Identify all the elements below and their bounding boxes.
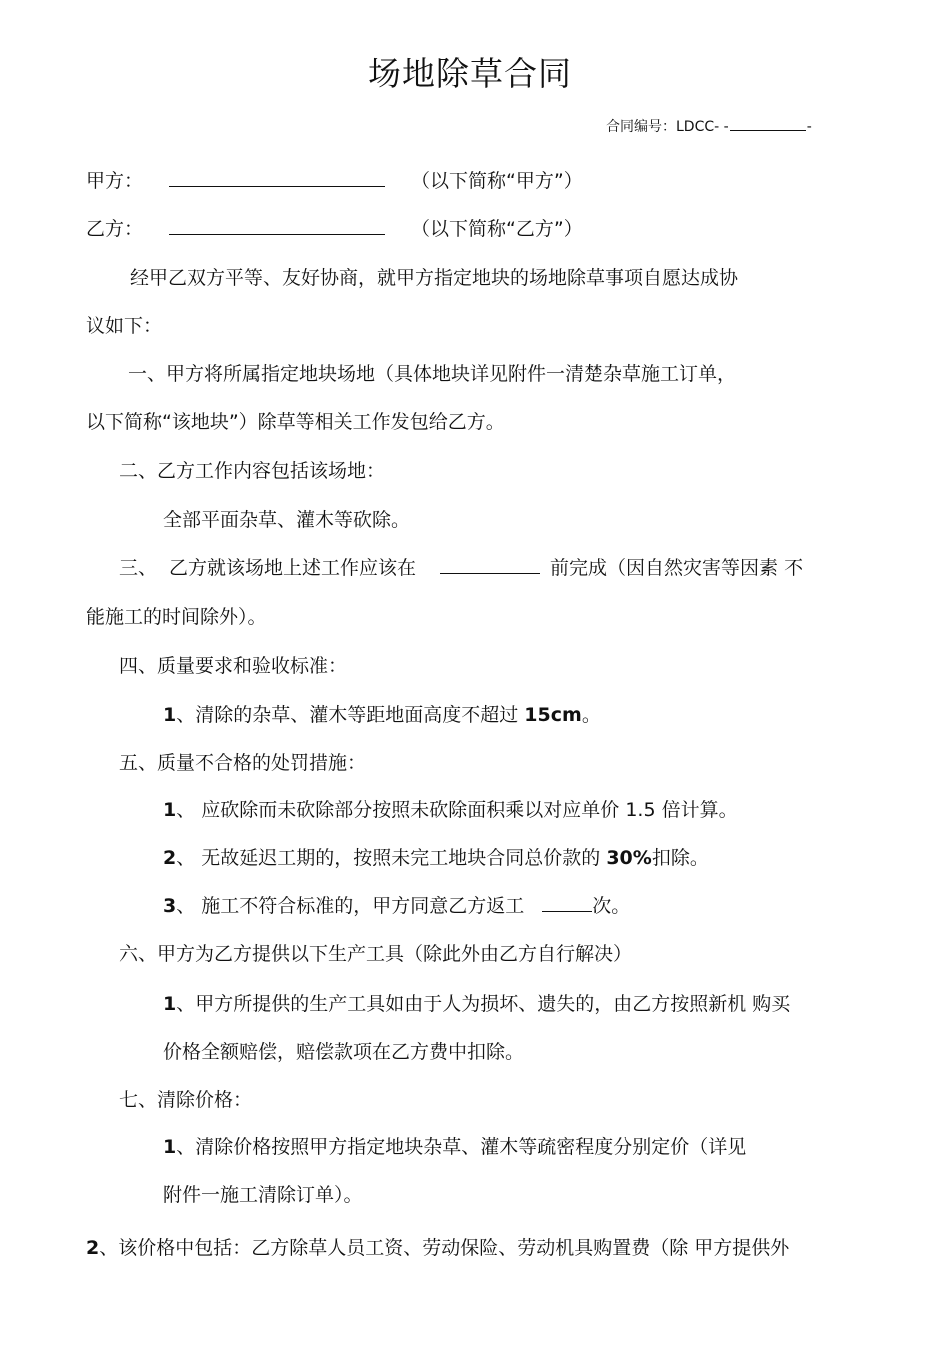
- clause-3-text-before: 乙方就该场地上述工作应该在: [169, 557, 417, 579]
- intro-line-1: 经甲乙双方平等、友好协商，就甲方指定地块的场地除草事项自愿达成协: [130, 267, 739, 289]
- clause-6-heading: 六、甲方为乙方提供以下生产工具（除此外由乙方自行解决）: [119, 943, 633, 965]
- clause-5-item-3-number: 3: [163, 895, 177, 917]
- contract-number-prefix: 合同编号：LDCC- -: [606, 119, 729, 135]
- clause-4-heading: 四、质量要求和验收标准：: [119, 655, 348, 677]
- clause-5-item-2-end: 扣除。: [651, 847, 709, 869]
- clause-5-item-3: [163, 893, 630, 919]
- clause-7-heading: 七、清除价格：: [119, 1089, 253, 1111]
- clause-5-item-3-text: 、 施工不符合标准的，甲方同意乙方返工: [176, 895, 525, 917]
- contract-number: [606, 116, 812, 136]
- clause-5-item-1-end: 倍计算。: [661, 799, 738, 821]
- party-b-blank: [169, 216, 385, 235]
- clause-5-item-3-end: 次。: [592, 895, 631, 917]
- clause-6-item-1-line-1: [163, 991, 790, 1017]
- clause-5-item-1: [163, 797, 738, 823]
- contract-number-blank: [730, 118, 806, 131]
- clause-2-heading: 二、乙方工作内容包括该场地：: [119, 460, 386, 482]
- clause-3-number: 三、: [119, 557, 158, 579]
- clause-7-item-2-number: 2: [86, 1237, 100, 1259]
- party-b-line: [86, 216, 583, 242]
- clause-7-item-1-text: 、清除价格按照甲方指定地块杂草、灌木等疏密程度分别定价（详见: [176, 1136, 747, 1158]
- clause-5-item-2-value: 30%: [606, 847, 652, 869]
- clause-3-text-after: 前完成（因自然灾害等因素 不: [550, 557, 804, 579]
- party-a-label: 甲方：: [86, 170, 144, 192]
- clause-7-item-1-line-2: 附件一施工清除订单）。: [163, 1184, 363, 1206]
- clause-3-line-2: 能施工的时间除外）。: [86, 606, 267, 628]
- clause-2-item: 全部平面杂草、灌木等砍除。: [163, 509, 411, 531]
- clause-7-item-1-line-1: [163, 1134, 746, 1160]
- clause-5-item-3-blank: [542, 893, 592, 912]
- document-title: 场地除草合同: [368, 54, 572, 93]
- clause-5-item-2-number: 2: [163, 847, 177, 869]
- clause-7-item-1-number: 1: [163, 1136, 177, 1158]
- clause-5-heading: 五、质量不合格的处罚措施：: [119, 752, 367, 774]
- clause-3-line-1: [119, 555, 803, 581]
- intro-line-2: 议如下：: [86, 315, 163, 337]
- contract-number-suffix: -: [806, 119, 812, 135]
- party-b-note: （以下简称“乙方”）: [411, 218, 583, 240]
- clause-5-item-2: [163, 845, 709, 871]
- clause-7-item-2-line-1: [86, 1235, 789, 1261]
- clause-5-item-1-value: 1.5: [625, 799, 656, 821]
- clause-1-line-1: 一、甲方将所属指定地块场地（具体地块详见附件一清楚杂草施工订单，: [128, 363, 737, 385]
- clause-4-item-text: 、清除的杂草、灌木等距地面高度不超过: [176, 704, 519, 726]
- party-a-note: （以下简称“甲方”）: [411, 170, 583, 192]
- party-b-label: 乙方：: [86, 218, 144, 240]
- party-a-line: [86, 168, 583, 194]
- clause-6-item-1-text: 、甲方所提供的生产工具如由于人为损坏、遗失的，由乙方按照新机 购买: [176, 993, 791, 1015]
- clause-5-item-1-text: 、 应砍除而未砍除部分按照未砍除面积乘以对应单价: [176, 799, 620, 821]
- clause-3-deadline-blank: [440, 555, 540, 574]
- clause-5-item-1-number: 1: [163, 799, 177, 821]
- clause-5-item-2-text: 、 无故延迟工期的，按照未完工地块合同总价款的: [176, 847, 601, 869]
- clause-4-item: [163, 702, 601, 728]
- clause-4-item-end: 。: [581, 704, 601, 726]
- clause-7-item-2-text: 、该价格中包括：乙方除草人员工资、劳动保险、劳动机具购置费（除 甲方提供外: [99, 1237, 790, 1259]
- clause-4-item-number: 1: [163, 704, 177, 726]
- clause-1-line-2: 以下简称“该地块”）除草等相关工作发包给乙方。: [86, 411, 505, 433]
- clause-6-item-1-number: 1: [163, 993, 177, 1015]
- party-a-blank: [169, 168, 385, 187]
- clause-6-item-1-line-2: 价格全额赔偿，赔偿款项在乙方费中扣除。: [163, 1041, 525, 1063]
- clause-4-item-value: 15cm: [524, 704, 582, 726]
